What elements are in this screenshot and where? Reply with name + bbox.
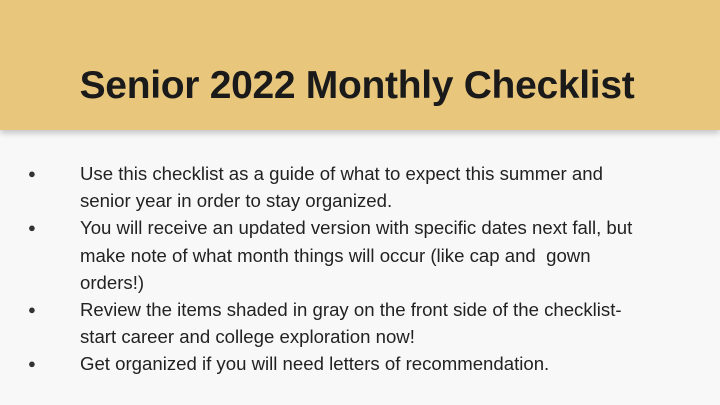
bullet-line: Get organized if you will need letters of recommendation.	[80, 353, 550, 375]
bullet-item	[28, 214, 698, 296]
bullet-dot-icon: ●	[28, 220, 36, 236]
bullet-line: senior year in order to stay organized.	[80, 190, 393, 212]
bullet-dot-icon: ●	[28, 356, 36, 372]
bullet-dot-icon: ●	[28, 302, 36, 318]
bullet-item	[28, 350, 698, 377]
bullet-line: Review the items shaded in gray on the front side of the checklist-	[80, 299, 622, 321]
bullet-line: start career and college exploration now!	[80, 326, 415, 348]
bullet-item	[28, 160, 698, 214]
bullet-line: Use this checklist as a guide of what to expect this summer and	[80, 163, 603, 184]
slide-title: Senior 2022 Monthly Checklist	[79, 64, 635, 107]
bullet-line: You will receive an updated version with specific dates next fall, but	[80, 217, 633, 239]
bullet-item	[28, 296, 698, 350]
bullet-line: make note of what month things will occur (like cap and gown	[80, 244, 591, 266]
bullet-dot-icon: ●	[28, 166, 36, 181]
bullet-list	[28, 160, 698, 378]
bullet-line: orders!)	[80, 271, 145, 293]
